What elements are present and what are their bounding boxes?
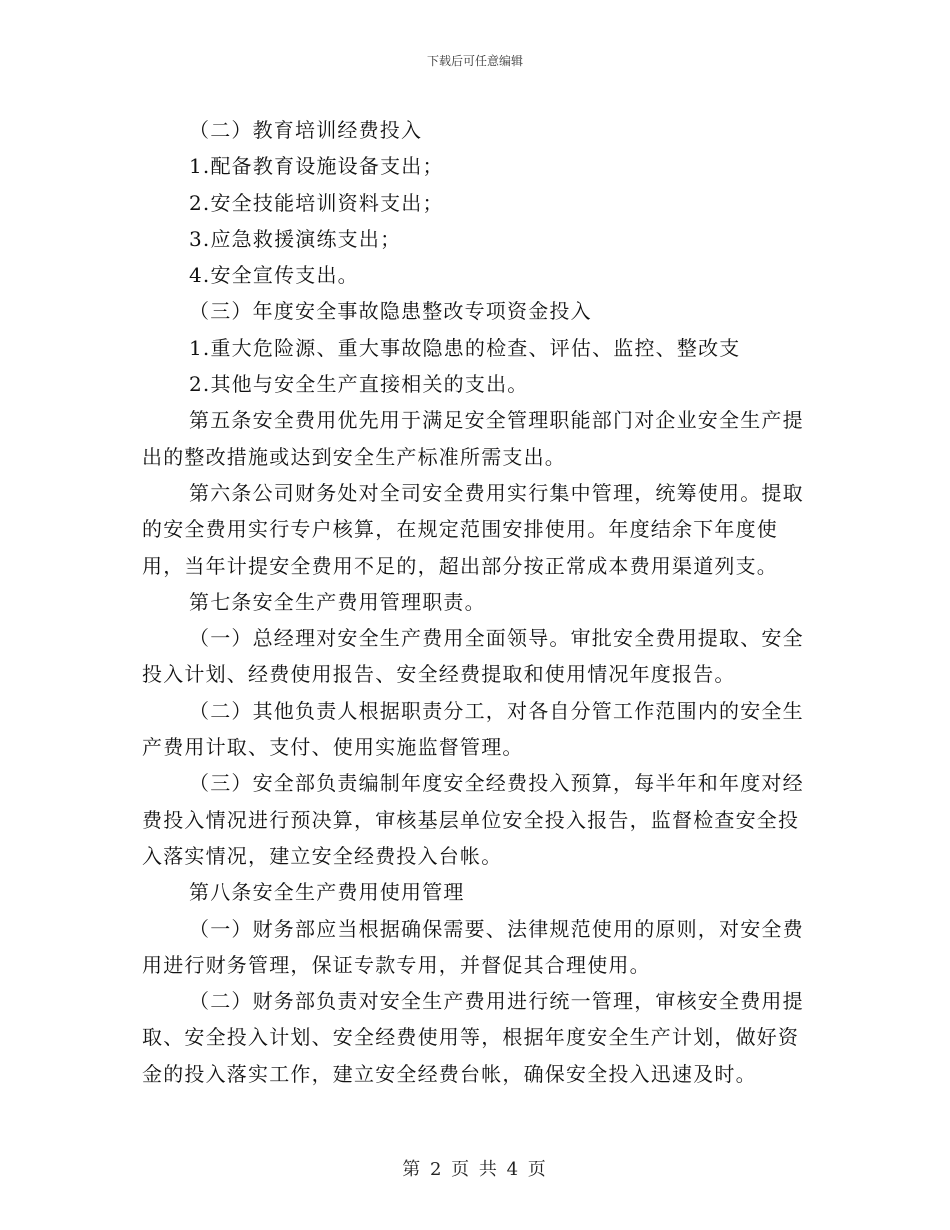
- list-item: 1.配备教育设施设备支出；: [189, 154, 444, 179]
- article-6: 第六条公司财务处对全司安全费用实行集中管理，统筹使用。提取的安全费用实行专户核算，在规定范围安排使用。年度结余下年度使用，当年计提安全费用不足的，超出部分按正常成本费用渠道列支。: [142, 480, 804, 578]
- document-body: [142, 112, 808, 1092]
- article-7-item-2: （二）其他负责人根据职责分工，对各自分管工作范围内的安全生产费用计取、支付、使用实施监督管理。: [142, 698, 804, 760]
- page-footer: 第 2 页 共 4 页: [402, 1159, 548, 1180]
- article-7-item-3: （三）安全部负责编制年度安全经费投入预算，每半年和年度对经费投入情况进行预决算，审核基层单位安全投入报告，监督检查安全投入落实情况，建立安全经费投入台帐。: [142, 771, 804, 868]
- list-item: 2.其他与安全生产直接相关的支出。: [189, 372, 529, 397]
- article-8-heading: 第八条安全生产费用使用管理: [189, 880, 465, 905]
- list-item: 2.安全技能培训资料支出；: [189, 190, 444, 215]
- article-5: 第五条安全费用优先用于满足安全管理职能部门对企业安全生产提出的整改措施或达到安全生产标准所需支出。: [142, 408, 804, 469]
- section-heading-education-training: （二）教育培训经费投入: [189, 118, 423, 142]
- list-item: 3.应急救援演练支出；: [189, 226, 402, 251]
- article-8-item-1: （一）财务部应当根据确保需要、法律规范使用的原则，对安全费用进行财务管理，保证专款专用，并督促其合理使用。: [142, 916, 804, 977]
- article-7-item-1: （一）总经理对安全生产费用全面领导。审批安全费用提取、安全投入计划、经费使用报告、安全经费提取和使用情况年度报告。: [142, 626, 804, 687]
- list-item: 1.重大危险源、重大事故隐患的检查、评估、监控、整改支: [189, 335, 741, 360]
- article-8-item-2: （二）财务部负责对安全生产费用进行统一管理，审核安全费用提取、安全投入计划、安全经费使用等，根据年度安全生产计划，做好资金的投入落实工作，建立安全经费台帐，确保安全投入迅速及时。: [142, 989, 804, 1086]
- section-heading-hazard-rectification: （三）年度安全事故隐患整改专项资金投入: [189, 299, 592, 324]
- list-item: 4.安全宣传支出。: [189, 263, 359, 288]
- article-7-heading: 第七条安全生产费用管理职责。: [189, 589, 486, 614]
- page-header: 下载后可任意编辑: [426, 54, 523, 68]
